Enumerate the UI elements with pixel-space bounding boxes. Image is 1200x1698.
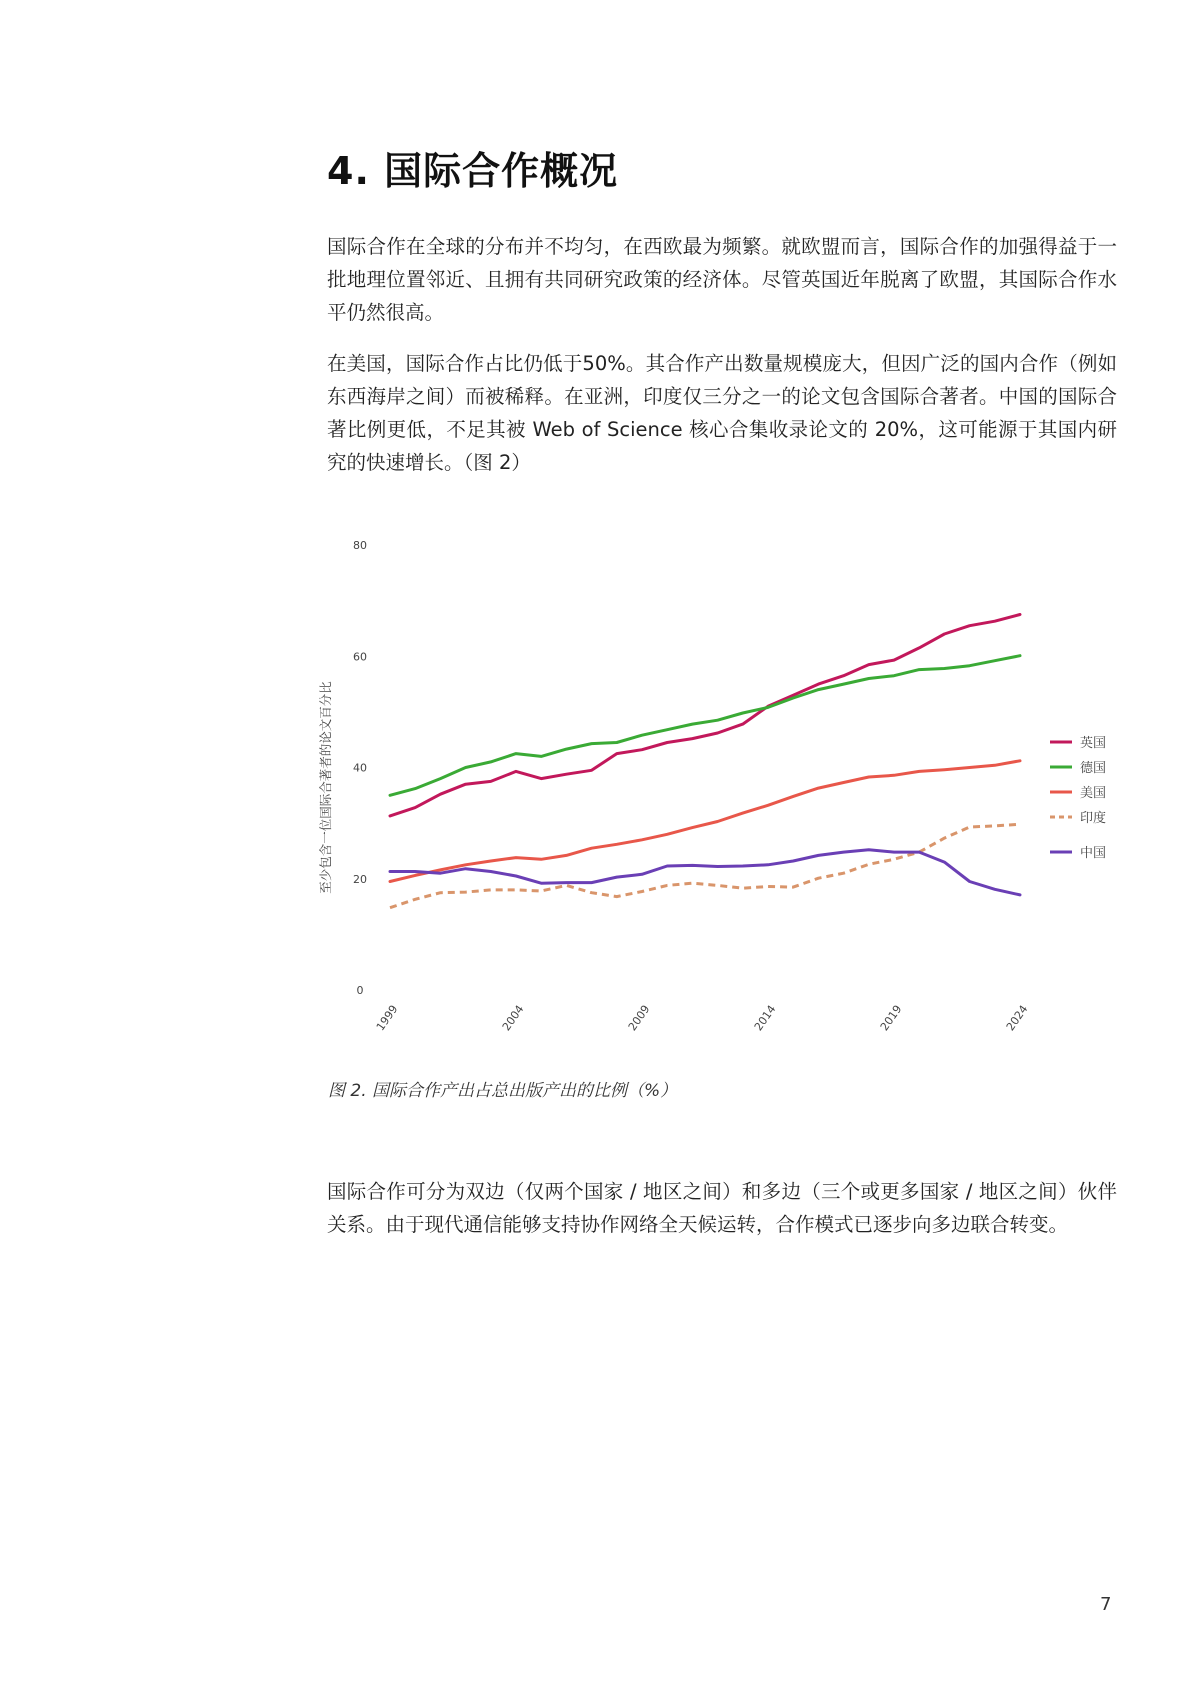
y-tick-label: 40 bbox=[353, 761, 367, 775]
y-tick-label: 0 bbox=[356, 984, 364, 997]
legend-label: 英国 bbox=[1080, 736, 1107, 751]
x-tick-label: 2024 bbox=[1003, 1002, 1031, 1034]
series-line-美国 bbox=[390, 761, 1020, 882]
page-number: 7 bbox=[1100, 1594, 1112, 1615]
international-collaboration-line-chart bbox=[320, 530, 1120, 1040]
legend-label: 中国 bbox=[1080, 846, 1107, 861]
y-tick-label: 80 bbox=[353, 539, 367, 552]
y-tick-label: 60 bbox=[353, 650, 367, 664]
legend-label: 美国 bbox=[1080, 786, 1107, 801]
legend-label: 德国 bbox=[1080, 761, 1107, 776]
y-tick-label: 20 bbox=[353, 872, 367, 886]
x-tick-label: 2019 bbox=[877, 1002, 905, 1034]
partnership-paragraph: 国际合作可分为双边（仅两个国家 / 地区之间）和多边（三个或更多国家 / 地区之间）伙伴关系。由于现代通信能够支持协作网络全天候运转，合作模式已逐步向多边联合转变。 bbox=[327, 1180, 1117, 1236]
us-asia-paragraph: 在美国，国际合作占比仍低于50%。其合作产出数量规模庞大，但因广泛的国内合作（例如东西海岸之间）而被稀释。在亚洲，印度仅三分之一的论文包含国际合著者。中国的国际合著比例更低，不足其被 Web of Science 核心合集收录论文的 20%，这可能源于其国内研究的快速增长。（图 2） bbox=[327, 352, 1117, 474]
series-line-中国 bbox=[390, 850, 1020, 895]
page-title: 4. 国际合作概况 bbox=[327, 149, 619, 193]
series-line-英国 bbox=[390, 615, 1020, 816]
x-tick-label: 1999 bbox=[373, 1002, 401, 1034]
x-tick-label: 2009 bbox=[625, 1002, 653, 1034]
x-tick-label: 2014 bbox=[751, 1002, 779, 1034]
figure-caption: 图 2. 国际合作产出占总出版产出的比例（%） bbox=[328, 1081, 678, 1101]
legend-label: 印度 bbox=[1080, 811, 1107, 826]
y-axis-title: 至少包含一位国际合著者的论文百分比 bbox=[318, 681, 333, 894]
intro-paragraph: 国际合作在全球的分布并不均匀，在西欧最为频繁。就欧盟而言，国际合作的加强得益于一批地理位置邻近、且拥有共同研究政策的经济体。尽管英国近年脱离了欧盟，其国际合作水平仍然很高。 bbox=[327, 235, 1117, 324]
x-tick-label: 2004 bbox=[499, 1002, 527, 1034]
series-line-德国 bbox=[390, 656, 1020, 796]
